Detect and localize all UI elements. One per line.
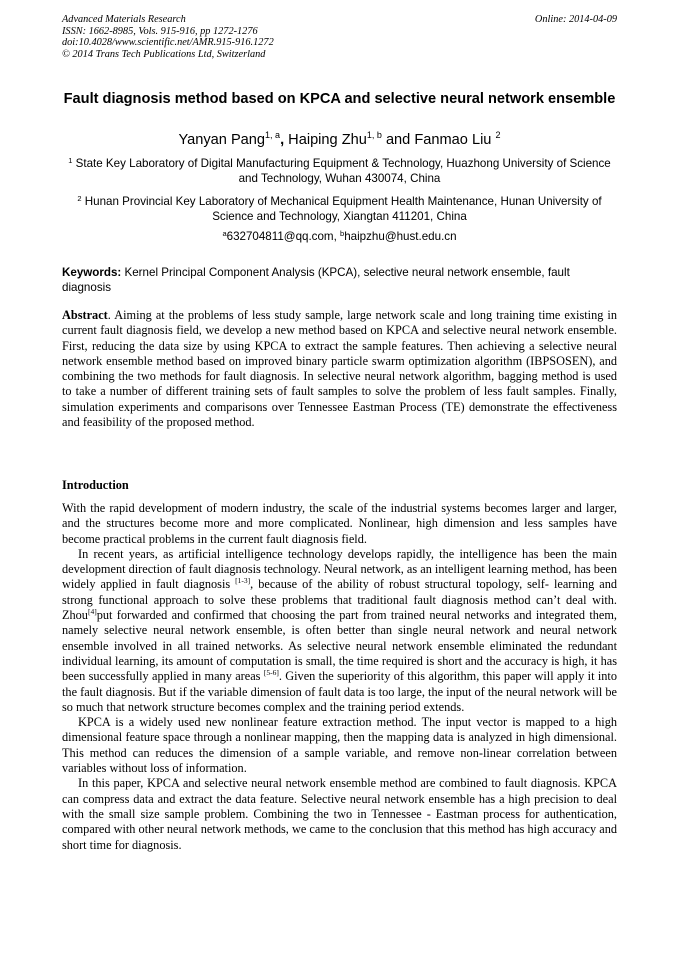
abstract-label: Abstract	[62, 308, 108, 322]
author-name: Fanmao Liu	[414, 132, 492, 148]
introduction-body	[62, 501, 617, 853]
keywords-block	[62, 265, 617, 295]
email-address: haipzhu@hust.edu.cn	[344, 230, 457, 243]
author-name: Haiping Zhu	[288, 132, 367, 148]
copyright-line: © 2014 Trans Tech Publications Ltd, Switzerland	[62, 48, 266, 60]
email-mark: b	[340, 229, 345, 238]
author-affiliation-mark: 2	[495, 130, 501, 140]
affiliation-text: State Key Laboratory of Digital Manufacturing Equipment & Technology, Huazhong University of Science and Technology, Wuhan 430074, China	[75, 157, 611, 186]
citation: [4]	[87, 607, 97, 617]
paragraph-text: put forwarded and confirmed that choosing the part from trained neural networks and integrated them, namely selective neural network ensemble, is often better than single neural network and neural network ensemble involved in all trained networks. As selective neural network ensemble eliminated the redundant individual learning, its amount of computation is small, the time required is short and the accuracy is high, it has been successfully applied in many areas	[62, 608, 617, 684]
paragraph-text: . Given the superiority of this algorithm, this paper will apply it into the fault diagnosis. But if the variable dimension of fault data is too large, the input of the neural network will be so much that network structure becomes complex and the training period extends.	[62, 669, 617, 714]
paragraph-text: In recent years, as artificial intelligence technology develops rapidly, the intelligence has been the main development direction of fault diagnosis technology. Neural network, as an intelligent learning method, has been widely applied in fault diagnosis	[62, 546, 617, 592]
author-emails	[62, 229, 617, 244]
citation: [1-3]	[235, 576, 251, 586]
affiliation-number: 2	[77, 194, 82, 203]
paragraph-text: , because of the ability of robust structural topology, self- learning and strong functional approach to solve these problems that traditional fault diagnosis method can’t deal with. Zhou	[62, 577, 617, 623]
affiliation-1	[62, 156, 617, 186]
paper-title: Fault diagnosis method based on KPCA and selective neural network ensemble	[63, 91, 616, 107]
author-affiliation-mark: 1, b	[366, 130, 382, 140]
paragraph: In this paper, KPCA and selective neural network ensemble method are combined to fault diagnosis. KPCA can compress data and extract the data feature. Selective neural network ensemble has a high precision to deal with the small size sample problem. Combining the two in Tennessee - Eastman process for authentication, compared with other neural network methods, we came to the conclusion that this method has high accuracy and short time for diagnosis.	[62, 776, 617, 852]
keywords-text: Kernel Principal Component Analysis (KPCA), selective neural network ensemble, fault diagnosis	[62, 266, 570, 294]
abstract-block	[62, 308, 617, 430]
doi-line: doi:10.4028/www.scientific.net/AMR.915-916.1272	[62, 37, 274, 49]
online-date: Online: 2014-04-09	[534, 14, 617, 25]
affiliation-text: Hunan Provincial Key Laboratory of Mechanical Equipment Health Maintenance, Hunan University of Science and Technology, Xiangtan 411201, China	[84, 195, 602, 224]
affiliation-2	[62, 194, 617, 224]
author-separator: ,	[280, 132, 289, 148]
abstract-text: . Aiming at the problems of less study sample, large network scale and long training time existing in current fault diagnosis field, we develop a new method based on KPCA and selective neural network ensemble. First, reducing the data size by using KPCA to extract the sample features. Then achieving a selective neural network ensemble method based on improved binary particle swarm optimization algorithm (IBPSOSEN), and combining the two methods for fault diagnosis. In selective neural network algorithm, bagging method is used to take a number of different training sets of fault samples to solve the problem of less fault samples. Finally, simulation experiments and comparisons over Tennessee Eastman Process (TE) demonstrate the effectiveness and feasibility of the proposed method.	[62, 308, 617, 430]
citation: [5-6]	[263, 668, 279, 678]
author-affiliation-mark: 1, a	[265, 130, 281, 140]
paragraph	[62, 547, 617, 715]
journal-name: Advanced Materials Research	[62, 14, 186, 25]
affiliation-number: 1	[68, 156, 73, 165]
keywords-label: Keywords:	[62, 266, 122, 279]
paragraph: KPCA is a widely used new nonlinear feature extraction method. The input vector is mapped to a high dimensional feature space through a nonlinear mapping, then the mapping data is analyzed in high dimensional. This method can reduces the dimension of a sample variable, and remove non-linear correlation between variables without loss of information.	[62, 715, 617, 776]
author-separator: and	[381, 132, 415, 148]
section-heading-introduction: Introduction	[62, 478, 129, 492]
author-list	[62, 131, 617, 149]
email-address: 632704811@qq.com,	[226, 230, 341, 243]
email-mark: a	[222, 229, 227, 238]
paragraph: With the rapid development of modern industry, the scale of the industrial systems becomes larger and larger, and the structures become more and more complicated. Nonlinear, high dimension and less samples have become practical problems in the current fault diagnosis field.	[62, 501, 617, 546]
publication-header	[62, 14, 617, 60]
author-name: Yanyan Pang	[178, 132, 266, 148]
issn-line: ISSN: 1662-8985, Vols. 915-916, pp 1272-1276	[62, 25, 258, 37]
